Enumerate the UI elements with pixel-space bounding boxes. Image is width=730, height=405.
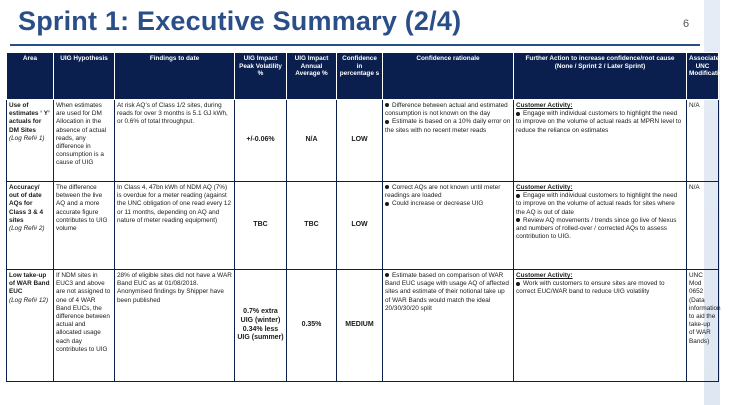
header-findings: Findings to date bbox=[115, 53, 235, 100]
list-item bbox=[516, 280, 684, 296]
rationale-text: Difference between actual and estimated consumption is not known on the day bbox=[385, 102, 508, 118]
bullet-icon bbox=[385, 185, 389, 189]
cell-rationale bbox=[383, 270, 514, 382]
header-rationale: Confidence rationale bbox=[383, 53, 514, 100]
list-item bbox=[516, 192, 684, 217]
list-item bbox=[385, 200, 511, 208]
header-area: Area bbox=[7, 53, 54, 100]
list-item bbox=[516, 217, 684, 242]
list-item bbox=[516, 110, 684, 135]
bullet-icon bbox=[516, 282, 520, 286]
list-item bbox=[385, 102, 511, 118]
header-confidence: Confidence in percentage s bbox=[337, 53, 383, 100]
header-hypothesis: UIG Hypothesis bbox=[54, 53, 115, 100]
summary-table-container bbox=[6, 52, 730, 392]
list-item bbox=[385, 184, 511, 200]
cell-action bbox=[514, 100, 687, 182]
bullet-icon bbox=[516, 112, 520, 116]
area-text: Use of estimates ‘ Y’ actuals for DM Sites bbox=[9, 102, 50, 134]
cell-peak: +/-0.06% bbox=[235, 100, 287, 182]
bullet-icon bbox=[516, 194, 520, 198]
summary-table bbox=[6, 52, 730, 382]
cell-annual: N/A bbox=[287, 100, 337, 182]
action-heading: Customer Activity: bbox=[516, 102, 573, 109]
rationale-text: Could increase or decrease UIG bbox=[392, 200, 484, 208]
cell-action bbox=[514, 270, 687, 382]
action-text: Engage with individual customers to highlight the need to improve on the volume of actual reads for sites where the AQ is out of date bbox=[516, 192, 678, 216]
title-underline bbox=[10, 44, 700, 46]
slide-title: Sprint 1: Executive Summary (2/4) bbox=[18, 6, 462, 36]
cell-mods: UNC Mod 0652 (Data information to aid the take-up of WAR Bands) bbox=[687, 270, 719, 382]
area-ref: (Log Ref# 12) bbox=[9, 296, 49, 304]
cell-hypothesis: The difference between the live AQ and a more accurate figure contributes to UIG volume bbox=[54, 182, 115, 270]
cell-rationale bbox=[383, 182, 514, 270]
header-annual: UIG Impact Annual Average % bbox=[287, 53, 337, 100]
table-row bbox=[7, 270, 719, 382]
bullet-icon bbox=[385, 273, 389, 277]
cell-confidence: LOW bbox=[337, 100, 383, 182]
cell-confidence: LOW bbox=[337, 182, 383, 270]
cell-confidence: MEDIUM bbox=[337, 270, 383, 382]
bullet-icon bbox=[385, 202, 389, 206]
action-heading: Customer Activity: bbox=[516, 184, 573, 191]
table-row bbox=[7, 100, 719, 182]
action-text: Engage with individual customers to highlight the need to improve on the volume of actual reads at MPRN level to reduce the reliance on estimates bbox=[516, 110, 682, 134]
area-text: Low take-up of WAR Band EUC bbox=[9, 272, 50, 296]
cell-hypothesis: If NDM sites in EUC3 and above are not assigned to one of 4 WAR Band EUCs, the difference between actual and allocated usage each day contributes to UIG bbox=[54, 270, 115, 382]
table-row bbox=[7, 182, 719, 270]
rationale-text: Estimate is based on a 10% daily error on the sites with no recent meter reads bbox=[385, 118, 511, 134]
list-item bbox=[385, 118, 511, 134]
cell-peak: TBC bbox=[235, 182, 287, 270]
rationale-text: Correct AQs are not known until meter readings are loaded bbox=[385, 184, 501, 200]
cell-area bbox=[7, 182, 54, 270]
header-action: Further Action to increase confidence/root cause (None / Sprint 2 / Later Sprint) bbox=[514, 53, 687, 100]
cell-rationale bbox=[383, 100, 514, 182]
action-text: Review AQ movements / trends since go live of Nexus and numbers of rolled-over / corrected AQs to assess contribution to UIG. bbox=[516, 216, 677, 241]
cell-annual: 0.35% bbox=[287, 270, 337, 382]
area-ref: (Log Ref# 2) bbox=[9, 224, 45, 232]
header-mods: Associated UNC Modifications bbox=[687, 53, 719, 100]
bullet-icon bbox=[516, 218, 520, 222]
cell-findings: In Class 4, 47bn kWh of NDM AQ (7%) is overdue for a meter reading (against the UNC obligation of one read every 12 or 11 months, depending on AQ and nature of meter reading equipment) bbox=[115, 182, 235, 270]
cell-findings: 28% of eligible sites did not have a WAR Band EUC as at 01/08/2018. Anonymised findings by Shipper have been published bbox=[115, 270, 235, 382]
header-peak: UIG Impact Peak Volatility % bbox=[235, 53, 287, 100]
area-ref: (Log Ref# 1) bbox=[9, 134, 45, 142]
action-text: Work with customers to ensure sites are moved to correct EUC/WAR band to reduce UIG volatility bbox=[516, 280, 665, 296]
cell-hypothesis: When estimates are used for DM Allocation in the absence of actual reads, any difference in consumption is a cause of UIG bbox=[54, 100, 115, 182]
cell-mods: N/A bbox=[687, 182, 719, 270]
rationale-text: Estimate based on comparison of WAR Band EUC usage with usage AQ of affected sites and estimate of their notional take up of WAR Bands would match the ideal 20/30/30/20 split bbox=[385, 272, 509, 312]
cell-area bbox=[7, 100, 54, 182]
table-header-row bbox=[7, 53, 719, 100]
list-item bbox=[385, 272, 511, 313]
area-text: Accuracy/ out of date AQs for Class 3 & 4 sites bbox=[9, 184, 44, 224]
cell-area bbox=[7, 270, 54, 382]
cell-findings: At risk AQ’s of Class 1/2 sites, during reads for over 3 months is 5.1 GJ kWh, or 0.6% of total throughput. bbox=[115, 100, 235, 182]
cell-peak: 0.7% extra UIG (winter) 0.34% less UIG (summer) bbox=[235, 270, 287, 382]
cell-annual: TBC bbox=[287, 182, 337, 270]
cell-action bbox=[514, 182, 687, 270]
page-number: 6 bbox=[683, 18, 690, 30]
bullet-icon bbox=[385, 103, 389, 107]
bullet-icon bbox=[385, 120, 389, 124]
action-heading: Customer Activity: bbox=[516, 272, 573, 279]
cell-mods: N/A bbox=[687, 100, 719, 182]
